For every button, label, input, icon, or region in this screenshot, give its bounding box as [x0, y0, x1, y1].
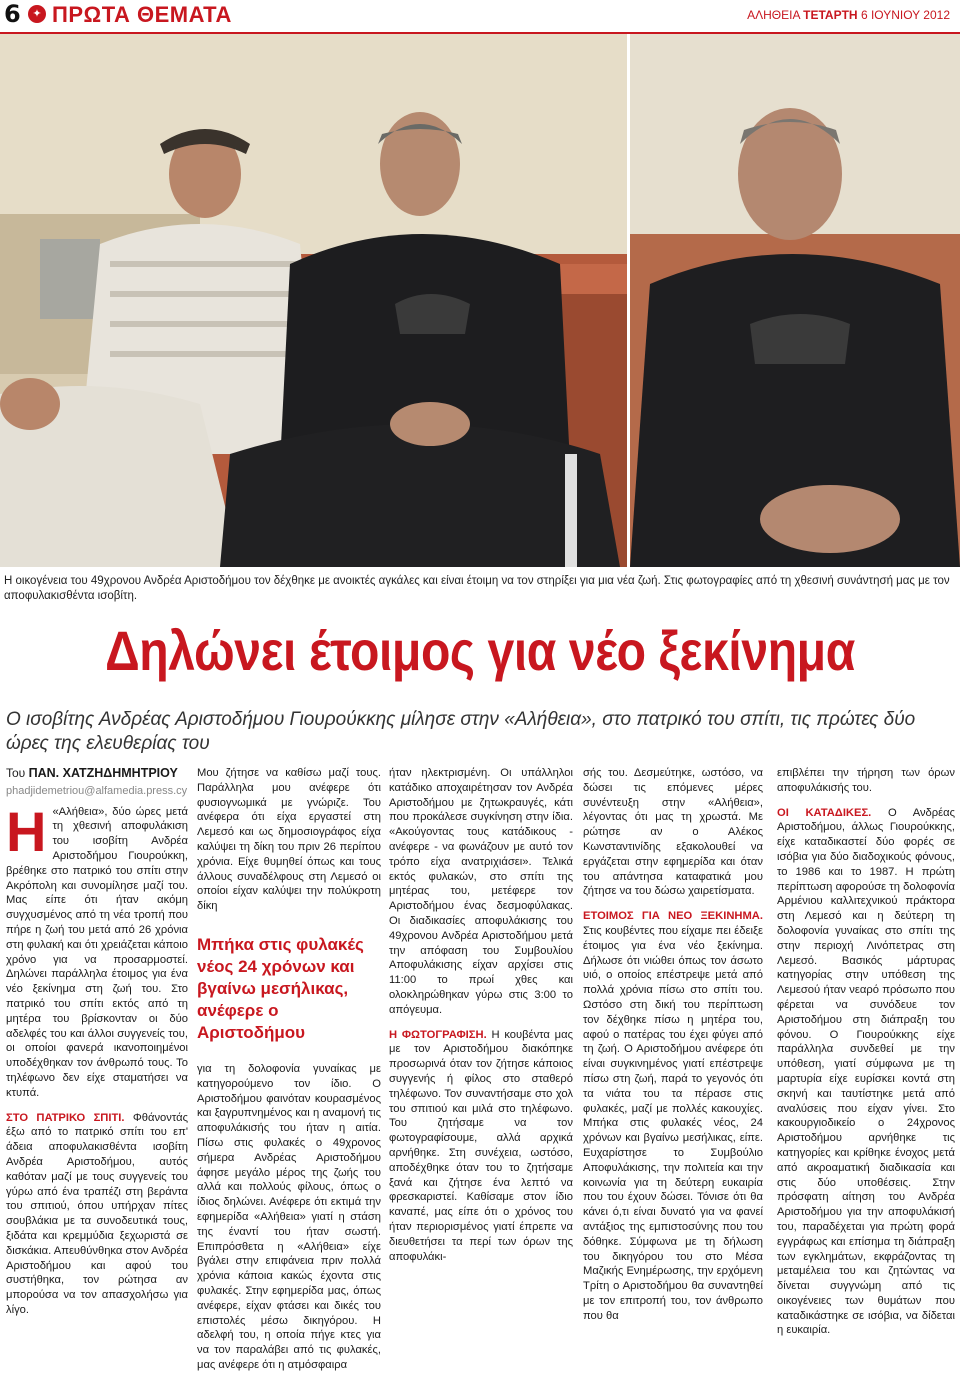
article-text: για τη δολοφονία γυναίκας με κατηγορούμενο τον ίδιο. Ο Αριστοδήμου φαινόταν κουρασμένος και ξαγρυπνημένος και η αναμονή τις αποφυλάκισής του ήταν η αιτία. Πίσω στις φυλακές ο 49χρονος σήμερα Ανδρέας Αριστοδήμου άφησε μεγάλο μέρος της ζωής του αλλά και πολλούς φίλους, όπως ο ίδιος δηλώνει. Ανέφερε ότι εκτιμά την εφημερίδα «Αλήθεια» γιατί η στάση της έναντί του ήταν σωστή. Επιπρόσθετα η «Αλήθεια» είχε βγάλει στην επιφάνεια πριν πολλά χρόνια κάποια κακώς έχοντα στις φυλακές. Στην εφημερίδα μας, όπως ανέφερε, είχαν φτάσει και δικές του επιστολές μέσω δικηγόρου. Η αδελφή του, η οποία πήγε κτες για να τον παραλάβει από τις φυλακές, μας ανέφερε ότι η ατμόσφαιρα: [197, 1062, 381, 1371]
article-column-2: [197, 766, 381, 1373]
photo-strip: [0, 34, 960, 567]
subheading: Η ΦΩΤΟΓΡΑΦΙΣΗ.: [389, 1028, 487, 1041]
article-paragraph: [777, 806, 955, 1339]
subheadline: Ο ισοβίτης Ανδρέας Αριστοδήμου Γιουρούκκης μίλησε στην «Αλήθεια», στο πατρικό του σπίτι, τις πρώτες δύο ώρες της ελευθερίας του: [6, 709, 916, 754]
subheading: ΕΤΟΙΜΟΣ ΓΙΑ ΝΕΟ ΞΕΚΙΝΗΜΑ.: [583, 910, 763, 923]
weekday: ΤΕΤΑΡΤΗ: [803, 8, 858, 22]
newspaper-logo-icon: ✦: [28, 5, 46, 23]
pull-quote: Μπήκα στις φυλακές νέος 24 χρόνων και βγαίνω μεσήλικας, ανέφερε ο Αριστοδήμου: [197, 934, 364, 1042]
article-column-3: [389, 766, 573, 1264]
article-text: Φθάνοντάς έξω από το πατρικό σπίτι του επ' άδεια αποφυλακισθέντα ισοβίτη Ανδρέα Αριστοδήμου, αυτός καθόταν μαζί με τους συγγενείς του γύρω από ένα τραπέζι στη βεράντα του σπιτιού, όπου υπήρχαν πίτες σουβλάκια με τα συνοδευτικά τους, ξιδάτα και κρεμμύδια ξεχωριστά σε δισκάκια. Απευθύνθηκα στον Ανδρέα Αριστοδήμου και αφού του συστήθηκα, τον ρώτησα αν μπορούσα να τον απασχολήσω για λίγο.: [6, 1111, 188, 1316]
article-column-4: [583, 766, 763, 1323]
page-header: [0, 0, 960, 30]
subheading: ΣΤΟ ΠΑΤΡΙΚΟ ΣΠΙΤΙ.: [6, 1111, 125, 1124]
article-text: επιβλέπει την τήρηση των όρων αποφυλάκισής του.: [777, 767, 955, 794]
subheading: ΟΙ ΚΑΤΑΔΙΚΕΣ.: [777, 806, 872, 819]
article-paragraph: [6, 799, 188, 1101]
article-paragraph: [583, 909, 763, 1323]
byline: [6, 766, 188, 799]
article-text: Μου ζήτησε να καθίσω μαζί τους. Παράλληλα μου ανέφερε ότι φυσιογνωμικά με γνώριζε. Του ανέφερα ότι είχα εργαστεί στη Λεμεσό και ως δημοσιογράφος είχα καλύψει τη δίκη του πριν 26 περίπου χρόνια. Είχε θυμηθεί όπως και τους άλλους συναδέλφους στη Λεμεσό οι οποίοι είχαν καλύψει την πολύκροτη δίκη: [197, 767, 381, 913]
headline: Δηλώνει έτοιμος για νέο ξεκίνημα: [105, 619, 855, 682]
article-column-5: [777, 766, 955, 1338]
article-text: Ο Ανδρέας Αριστοδήμου, άλλως Γιουρούκκης, είχε καταδικαστεί δύο φορές σε ισόβια για δύο διαδοχικούς φόνους, το 1986 και το 1987. Η πρώτη περίπτωση αφορούσε τη δολοφονία Αρμένιου καλλιτεχνικού πράκτορα στη Λεμεσό και η δεύτερη τη δολοφονία γυναίκας στο σπίτι της στην περιοχή Λινόπετρας στη Λεμεσό. Βασικός μάρτυρας κατηγορίας στην υπόθεση της Λεμεσού ήταν νεαρό πρόσωπο που φέρεται να συνόδευε τον Αριστοδήμου στη διάπραξη του φόνου. Ο Γιουρούκκης είχε παράλληλα συνδεθεί με την υπόθεση, γιατί σύμφωνα με τη μαρτυρία είχε ευρίσκει κοντά στη σκηνή και ταυτίστηκε μετά από αναλύσεις που είχαν γίνει. Στο κακουργιοδικείο ο 24χρονος Αριστοδήμου αρνήθηκε τις κατηγορίες και κρίθηκε ένοχος μετά από ακροαματική διαδικασία και στις δύο υποθέσεις. Στην πρόσφατη αίτηση του Ανδρέα Αριστοδήμου για την αποφυλάκισή του, παραδέχεται για πρώτη φορά εγγράφως και επίσημα τη διάπραξη των εγκλημάτων, εκφράζοντας τη μεταμέλεια του και ζητώντας να δίνεται συγγνώμη από τις οικογένειες των θυμάτων που καταδικάστηκε σε ισόβια, να δίδεται η ευκαιρία.: [777, 806, 955, 1337]
section-title: ΠΡΩΤΑ ΘΕΜΑΤΑ: [52, 2, 232, 27]
article-text: ήταν ηλεκτρισμένη. Οι υπάλληλοι κατάδικο αποχαιρέτησαν τον Ανδρέα Αριστοδήμου με ζητωκραυγές, κάτι που προκάλεσε συγκίνηση στην ίδια. «Ακούγοντας τους κατάδικους - ανέφερε - να φωνάζουν με αυτό τον τρόπο είχα ανατριχιάσει». Τελικά εκτός φυλακών, στο σπίτι της μητέρας του, μετέφερε τον Αριστοδήμου ένας δεσμοφύλακας. Οι διαδικασίες αποφυλάκισης του 49χρονου Ανδρέα Αριστοδήμου μετά την απόφαση του Συμβουλίου Αποφυλάκισης είχαν αρχίσει στις 11:00 το πρωί χθες και ολοκληρώθηκαν γύρω στις 3:00 το απόγευμα.: [389, 767, 573, 1016]
man-portrait-photo: [630, 34, 960, 567]
photo-caption: Η οικογένεια του 49χρονου Ανδρέα Αριστοδήμου τον δέχθηκε με ανοικτές αγκάλες και είναι έτοιμη να τον στηρίξει για μια νέα ζωή. Στις φωτογραφίες από τη χθεσινή συνάντησή μας με τον αποφυλακισθέντα ισοβίτη.: [4, 575, 950, 602]
portrait-photo: [630, 34, 960, 567]
article-paragraph: [389, 1028, 573, 1265]
byline-prefix: Του: [6, 766, 29, 780]
article-text: Η κουβέντα μας με τον Αριστοδήμου διακόπηκε προσωρινά όταν τον ζήτησε κάποιος συγγενής ή φίλος στο σταθερό τηλέφωνο. Τον συναντήσαμε στο χολ του σπιτιού και μιλά στο τηλέφωνο. Του ζητήσαμε να τον φωτογραφίσουμε, αλλά αρχικά αρνήθηκε. Στη συνέχεια, ωστόσο, αποδέχθηκε όταν του το ζητήσαμε ξανά και ζήτησε ένα λεπτό να φρεσκαριστεί. Καθίσαμε στον ίδιο καναπέ, μας είπε ότι ο χρόνος του ήταν περιορισμένος γιατί έπρεπε να διευθετήσει τα περί των όρων της αποφυλάκι-: [389, 1028, 573, 1263]
publication-name: ΑΛΗΘΕΙΑ: [747, 8, 800, 22]
publication-info: [747, 8, 950, 22]
byline-email[interactable]: phadjidemetriou@alfamedia.press.cy: [6, 784, 188, 797]
two-men-on-sofa-photo: [0, 34, 627, 567]
article-text: «Αλήθεια», δύο ώρες μετά τη χθεσινή αποφυλάκιση του ισοβίτη Ανδρέα Αριστοδήμου Γιουρούκκη, βρέθηκε στο πατρικό του σπίτι στην Ακρόπολη και συνομίλησε μαζί του. Μας είπε ότι ήταν ακόμη συγχυσμένος από τη νέα τροπή που πήρε η ζωή του μετά από 26 χρόνια στη φυλακή και ότι χρειάζεται κάποιο χρόνο για να προσαρμοστεί. Δηλώνει παράλληλα έτοιμος για ένα νέο ξεκίνημα στη ζωή του. Στο πατρικό του σπίτι εκτός από τη μητέρα του βρίσκονταν οι δύο αδελφές του και άλλοι συγγενείς του, οι οποίοι φανερά ικανοποιημένοι υποδέχθηκαν τον άνθρωπό τους. Το τηλέφωνο δεν είχε σταματήσει να κτυπά.: [6, 805, 188, 1099]
byline-author: ΠΑΝ. ΧΑΤΖΗΔΗΜΗΤΡΙΟΥ: [28, 766, 178, 780]
article-column-1: [6, 766, 188, 1318]
issue-date: 6 ΙΟΥΝΙΟΥ 2012: [860, 8, 950, 22]
article-text: Στις κουβέντες που είχαμε πει έδειξε έτοιμος για ένα νέο ξεκίνημα. Δήλωσε ότι νιώθει όπως τον άσωτο υιό, ο οποίος επέστρεψε μετά από πολλά χρόνια πίσω στο σπίτι του. Ωστόσο στη δική του περίπτωση τον δέχθηκε πίσω η μητέρα του, αφού ο πατέρας του έχει φύγει από τη ζωή. Ο Αριστοδήμου ανέφερε ότι είναι συγκινημένος γιατί επέστρεψε πίσω στη ζωή, παρά το γεγονός ότι τα νιάτα του τα πέρασε στις φυλακές, μαζί με πολλές κακουχίες. Μπήκα στις φυλακές νέος, 24 χρόνων και βγαίνω μεσήλικας, είπε. Ευχαρίστησε το Συμβούλιο Αποφυλάκισης, την πολιτεία και την κοινωνία για τη δεύτερη ευκαιρία που του έχουν δώσει. Τόνισε ότι θα κάνει ό,τι είναι δυνατό για να φανεί αντάξιος της εμπιστοσύνης που του δόθηκε. Σύμφωνα με τη δήλωση του δικηγόρου του στο Μέσα Μαζικής Ενημέρωσης, την ερχόμενη Τρίτη ο Αριστοδήμου θα συναντηθεί με τον επιτροπή του, τον άνθρωπο που θα: [583, 924, 763, 1322]
family-photo: [0, 34, 627, 567]
dropcap: Η: [6, 799, 47, 863]
page-number: 6: [4, 0, 21, 28]
article-text: σής του. Δεσμεύτηκε, ωστόσο, να δώσει τις επόμενες μέρες συνέντευξη στην «Αλήθεια», λέγοντας ότι μας τη χρωστά. Με ρώτησε αν ο Αλέκος Κωνσταντινίδης εξακολουθεί να εργάζεται στην εφημερίδα και όταν του απάντησα καταφατικά μου ζήτησε να του δώσω χαιρετίσματα.: [583, 767, 763, 898]
article-paragraph: [6, 1111, 188, 1318]
